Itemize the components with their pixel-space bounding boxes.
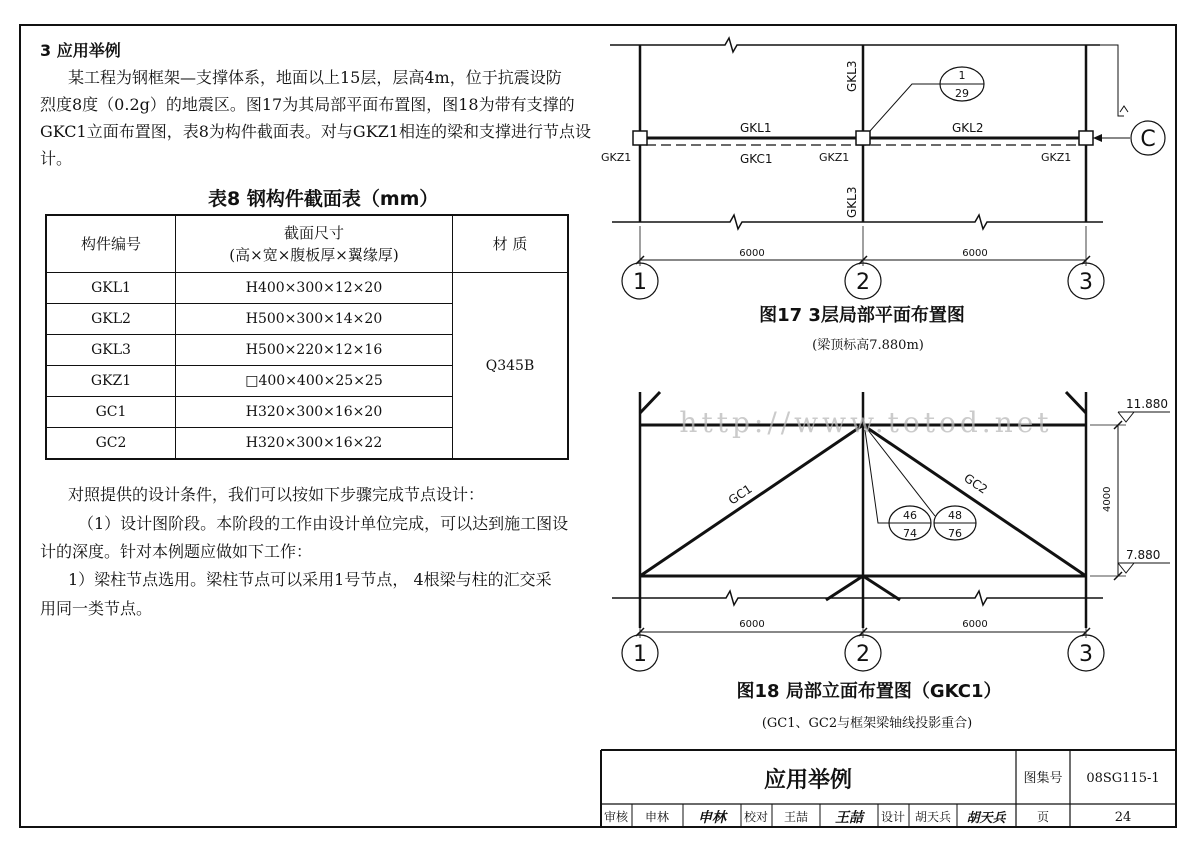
fig17-label-gkl3-bottom: GKL3 xyxy=(845,186,859,218)
fig18-dim-left: 6000 xyxy=(739,619,765,630)
fig18-ref1-bottom: 74 xyxy=(903,527,917,540)
fig17-label-gkl1: GKL1 xyxy=(740,121,772,135)
fig18-brace-gc1 xyxy=(640,425,863,576)
row-id: GC2 xyxy=(46,428,176,460)
fig17-label-gkc1: GKC1 xyxy=(740,152,773,166)
row-id: GKL3 xyxy=(46,335,176,366)
table-title: 表8 钢构件截面表（mm） xyxy=(208,188,439,210)
fig17-label-gkz1-mid: GKZ1 xyxy=(819,151,850,164)
fig17-labels xyxy=(601,61,1156,354)
fig17-leader xyxy=(870,84,940,131)
fig18-elev-top: 11.880 xyxy=(1126,397,1168,411)
fig17-label-gkl2: GKL2 xyxy=(952,121,984,135)
fig18-axis-2-label: 2 xyxy=(856,642,870,667)
title-block-title: 应用举例 xyxy=(763,768,853,793)
intro-line-2: 烈度8度（0.2g）的地震区。图17为其局部平面布置图，图18为带有支撑的 xyxy=(40,95,575,114)
fig17-axis-2-label: 2 xyxy=(856,270,870,295)
row-size: H500×300×14×20 xyxy=(176,304,453,335)
header-id: 构件编号 xyxy=(46,215,176,273)
review-signature: 申林 xyxy=(698,810,726,826)
fig18-axis-3-label: 3 xyxy=(1079,642,1093,667)
fig18-leader-1 xyxy=(865,430,890,523)
watermark: http://www.totod.net xyxy=(679,406,1053,439)
fig18-brace-gc2 xyxy=(863,425,1086,576)
fig18-ref2-bottom: 76 xyxy=(948,527,962,540)
fig17-dim-right: 6000 xyxy=(962,248,988,259)
fig17-column-box-3 xyxy=(1079,131,1093,145)
row-size: H500×220×12×16 xyxy=(176,335,453,366)
steps-line-1: 对照提供的设计条件，我们可以按如下步骤完成节点设计： xyxy=(68,485,485,504)
fig18-subtitle: (GC1、GC2与框架梁轴线投影重合) xyxy=(761,716,973,731)
fig17-label-gkz1-right: GKZ1 xyxy=(1041,151,1072,164)
review-label: 审核 xyxy=(603,810,629,824)
design-signature: 胡天兵 xyxy=(966,811,1006,826)
title-block-text xyxy=(604,767,1160,826)
fig17-ref-bottom: 29 xyxy=(955,87,969,100)
fig18-labels xyxy=(633,397,1168,731)
review-name: 申林 xyxy=(644,810,670,824)
page-label: 页 xyxy=(1036,810,1050,824)
row-size: H320×300×16×22 xyxy=(176,428,453,460)
fig17-subtitle: (梁顶标高7.880m) xyxy=(812,338,924,353)
intro-line-3: GKC1立面布置图，表8为构件截面表。对与GKZ1相连的梁和支撑进行节点设 xyxy=(40,122,591,141)
fig18-label-gc2: GC2 xyxy=(961,470,991,497)
fig18-axis-1-label: 1 xyxy=(633,642,647,667)
fig17-plan xyxy=(610,38,1165,299)
fig18-elev-bottom: 7.880 xyxy=(1126,548,1161,562)
row-id: GC1 xyxy=(46,397,176,428)
row-size: □400×400×25×25 xyxy=(176,366,453,397)
header-size-label: 截面尺寸 xyxy=(283,224,344,242)
row-material: Q345B xyxy=(453,273,569,460)
intro-line-4: 计。 xyxy=(40,149,73,168)
fig17-column-box-1 xyxy=(633,131,647,145)
fig18-bottom-line xyxy=(612,591,1103,605)
fig18-ref2-top: 48 xyxy=(948,509,962,522)
row-size: H320×300×16×20 xyxy=(176,397,453,428)
fig17-title: 图17 3层局部平面布置图 xyxy=(759,305,965,326)
fig17-dim-left: 6000 xyxy=(739,248,765,259)
row-size: H400×300×12×20 xyxy=(176,273,453,304)
check-name: 王喆 xyxy=(783,810,809,824)
atlas-label: 图集号 xyxy=(1023,771,1063,786)
steps-line-2: （1）设计图阶段。本阶段的工作由设计单位完成，可以达到施工图设 xyxy=(78,514,569,533)
fig18-dim-right: 6000 xyxy=(962,619,988,630)
steps-line-5: 用同一类节点。 xyxy=(40,599,153,618)
header-size-detail: (高×宽×腹板厚×翼缘厚) xyxy=(229,246,399,264)
fig18-leader-2 xyxy=(868,430,935,516)
fig18-height-dim: 4000 xyxy=(1102,486,1113,512)
row-id: GKL1 xyxy=(46,273,176,304)
fig18-elev-marker-top xyxy=(1118,412,1170,422)
design-label: 设计 xyxy=(880,810,906,824)
fig17-axis-3-label: 3 xyxy=(1079,270,1093,295)
steps-line-4: 1）梁柱节点选用。梁柱节点可以采用1号节点， 4根梁与柱的汇交采 xyxy=(68,570,552,589)
fig18-elev-marker-bottom xyxy=(1118,563,1170,573)
fig17-axis-c-label: C xyxy=(1140,127,1156,152)
page-number: 24 xyxy=(1114,810,1132,825)
check-signature: 王喆 xyxy=(835,810,863,826)
fig17-ref-top: 1 xyxy=(958,69,966,82)
atlas-number: 08SG115-1 xyxy=(1086,771,1160,786)
fig17-label-gkz1-left: GKZ1 xyxy=(601,151,632,164)
fig17-column-box-2 xyxy=(856,131,870,145)
check-label: 校对 xyxy=(743,810,769,824)
fig18-title: 图18 局部立面布置图（GKC1） xyxy=(736,681,1002,702)
intro-line-1: 某工程为钢框架—支撑体系，地面以上15层，层高4m，位于抗震设防 xyxy=(68,68,562,87)
steps-line-3: 计的深度。针对本例题应做如下工作： xyxy=(40,542,313,561)
row-id: GKZ1 xyxy=(46,366,176,397)
fig18-ref1-top: 46 xyxy=(903,509,917,522)
section-heading: 3 应用举例 xyxy=(40,41,121,60)
fig17-top-line xyxy=(610,38,1100,52)
fig18-label-gc1: GC1 xyxy=(725,481,755,508)
fig17-axis-1-label: 1 xyxy=(633,270,647,295)
fig17-label-gkl3-top: GKL3 xyxy=(845,60,859,92)
design-name: 胡天兵 xyxy=(914,810,952,824)
header-material: 材 质 xyxy=(453,215,569,273)
row-id: GKL2 xyxy=(46,304,176,335)
